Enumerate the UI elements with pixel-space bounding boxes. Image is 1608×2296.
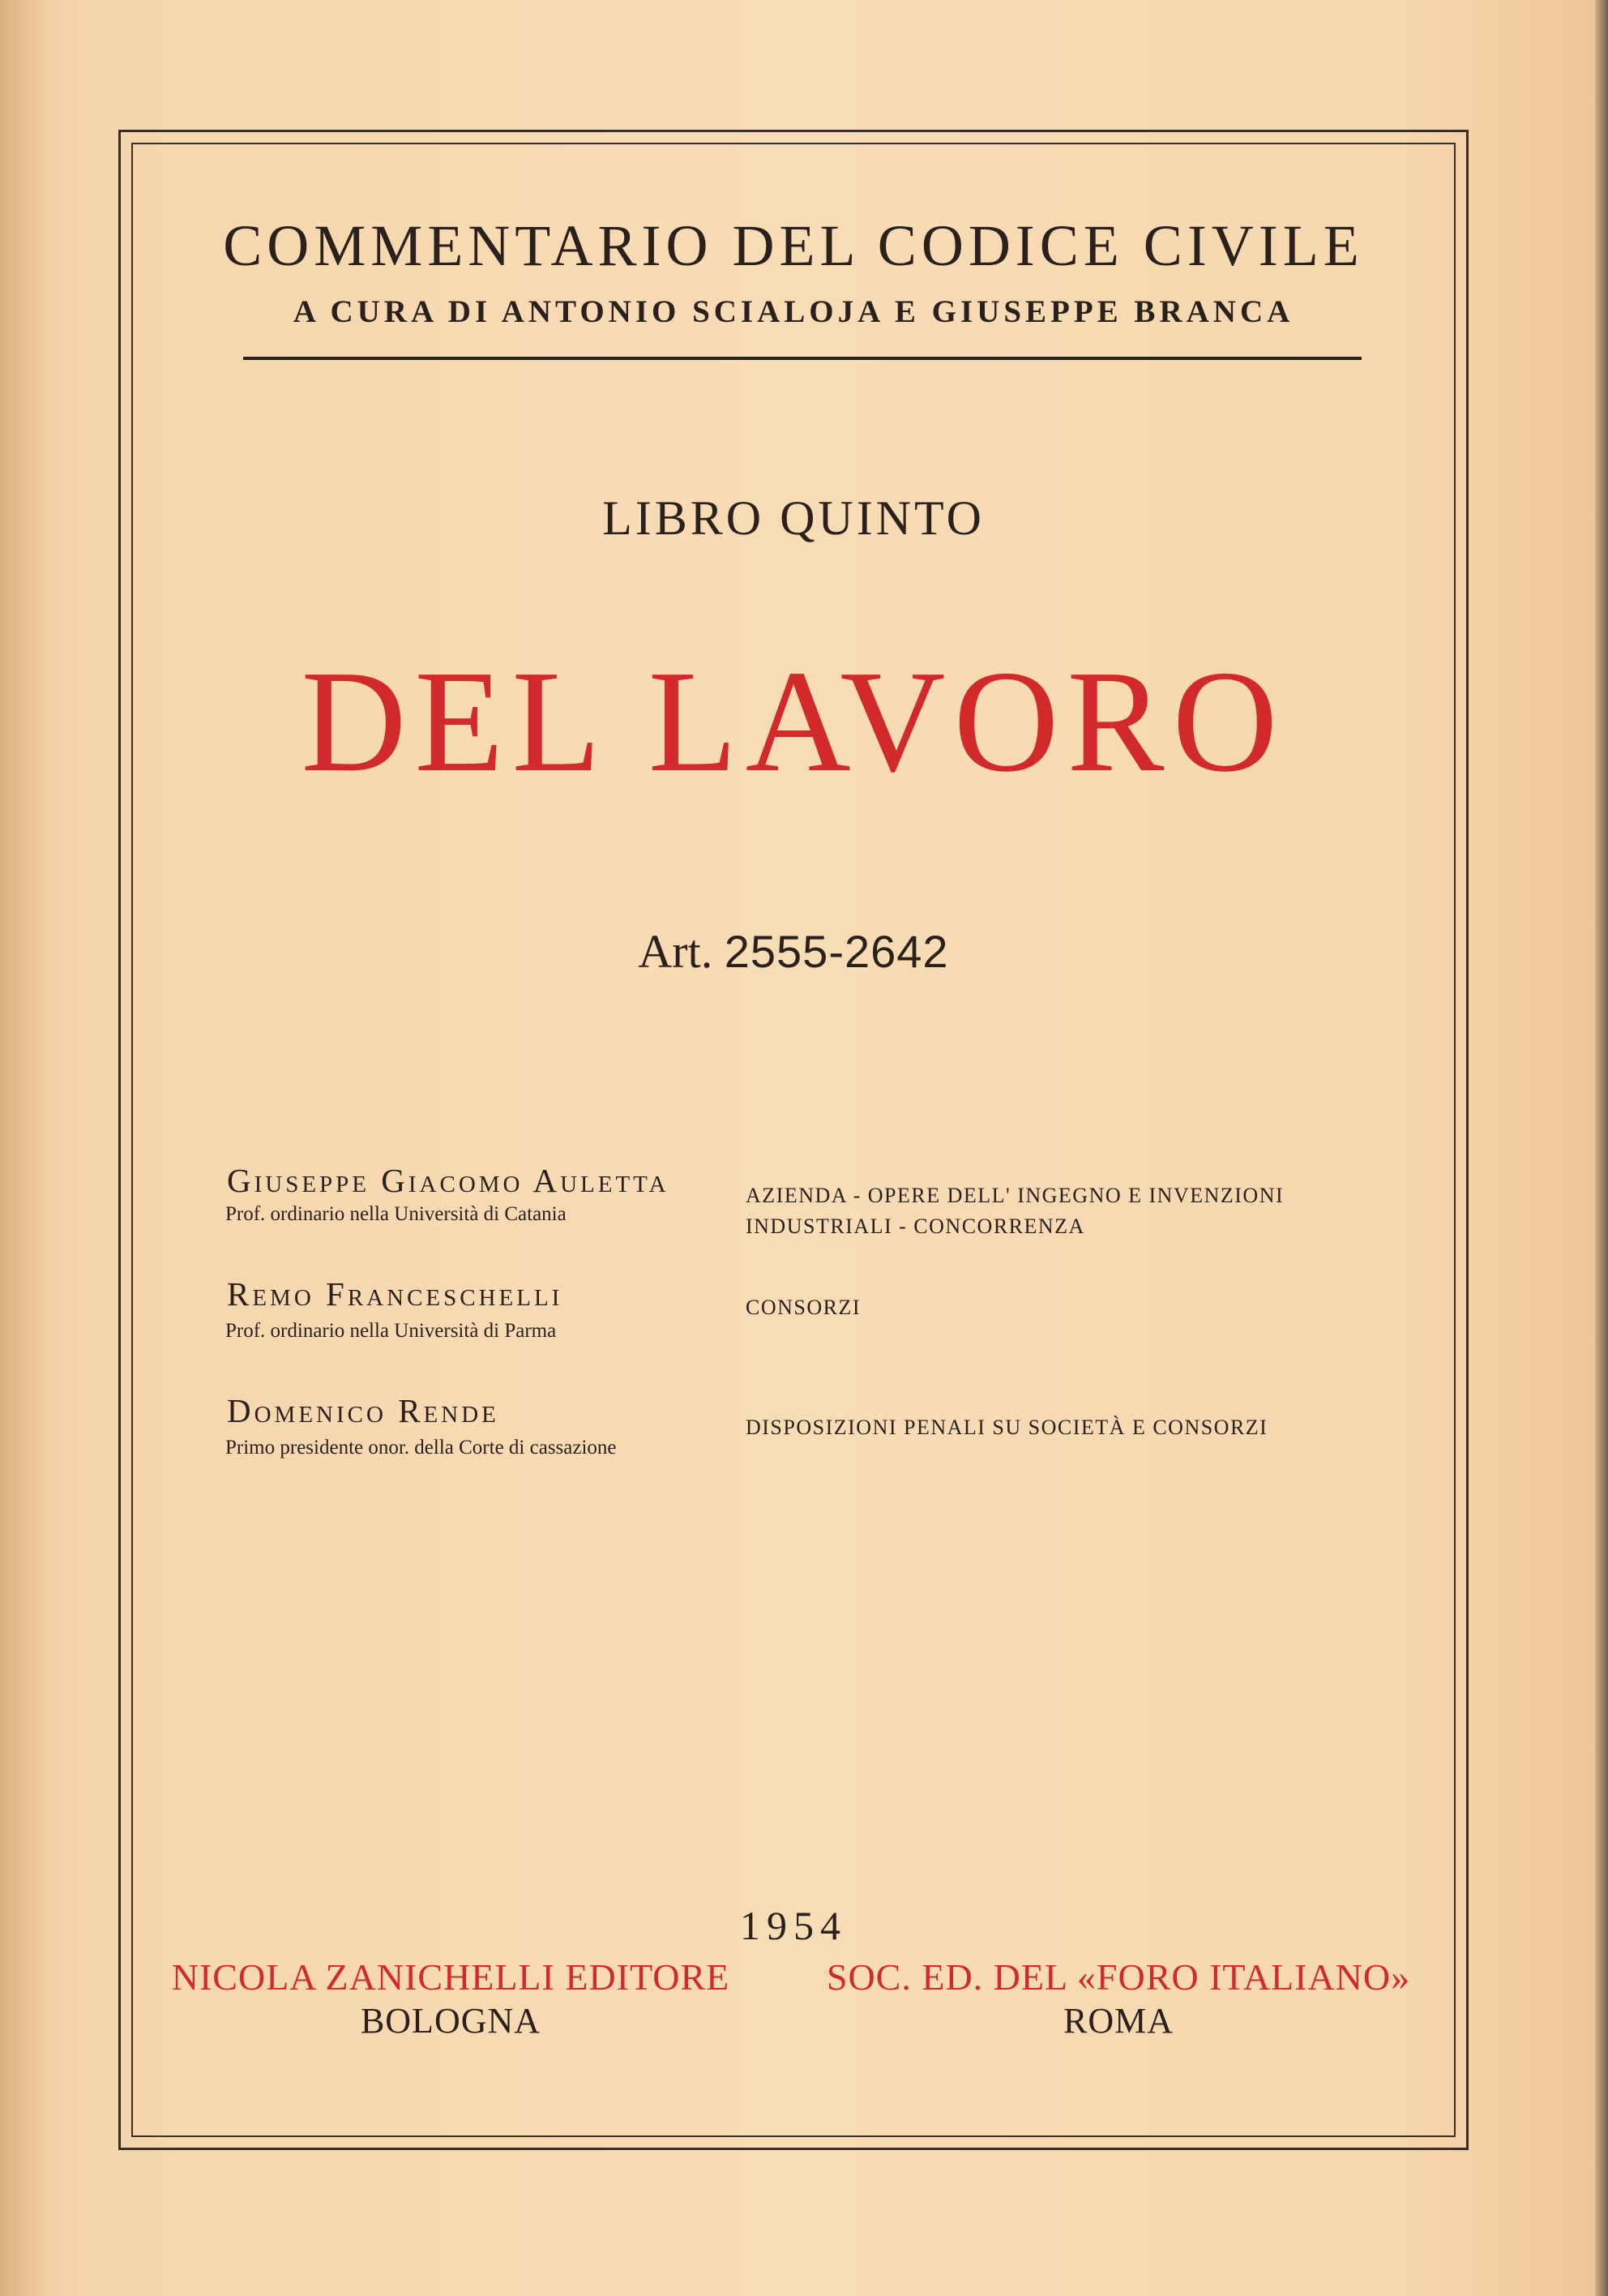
article-range: [131, 924, 1456, 979]
publisher-city: ROMA: [1063, 2001, 1174, 2041]
article-numbers: 2555-2642: [724, 926, 949, 977]
publisher-left: [159, 1955, 742, 2041]
author-subject-line: DISPOSIZIONI PENALI SU SOCIETÀ E CONSORZI: [746, 1416, 1268, 1439]
main-title: DEL LAVORO: [301, 640, 1286, 802]
series-title: COMMENTARIO DEL CODICE CIVILE: [223, 213, 1364, 278]
publisher-name: NICOLA ZANICHELLI EDITORE: [171, 1956, 730, 1998]
author-subject: [746, 1412, 1378, 1443]
publication-year: 1954: [740, 1903, 847, 1948]
publisher-right: [810, 1955, 1426, 2041]
inner-border-frame: [131, 143, 1456, 2137]
author-name: Domenico Rende: [227, 1392, 499, 1429]
author-subject-line: AZIENDA - OPERE DELL' INGEGNO E INVENZIONI: [746, 1184, 1285, 1207]
author-name: Remo Franceschelli: [227, 1275, 563, 1313]
author-role: Prof. ordinario nella Università di Parma: [225, 1320, 557, 1342]
publisher-city: BOLOGNA: [360, 2001, 541, 2041]
author-role: Primo presidente onor. della Corte di cassazione: [225, 1437, 617, 1459]
book-edge: [1595, 0, 1608, 2296]
author-subject-line: INDUSTRIALI - CONCORRENZA: [746, 1214, 1085, 1238]
author-role: Prof. ordinario nella Università di Catania: [225, 1203, 567, 1225]
gutter-shadow: [0, 0, 49, 2296]
editors-line: A CURA DI ANTONIO SCIALOJA E GIUSEPPE BRANCA: [293, 294, 1294, 329]
book-number: LIBRO QUINTO: [602, 491, 985, 545]
author-subject-line: CONSORZI: [746, 1296, 862, 1319]
article-prefix: Art.: [638, 925, 713, 978]
publisher-name: SOC. ED. DEL «FORO ITALIANO»: [826, 1956, 1411, 1998]
author-name: Giuseppe Giacomo Auletta: [227, 1162, 669, 1199]
header-rule: [243, 357, 1362, 360]
author-subject: [746, 1180, 1378, 1242]
author-subject: [746, 1292, 1378, 1323]
